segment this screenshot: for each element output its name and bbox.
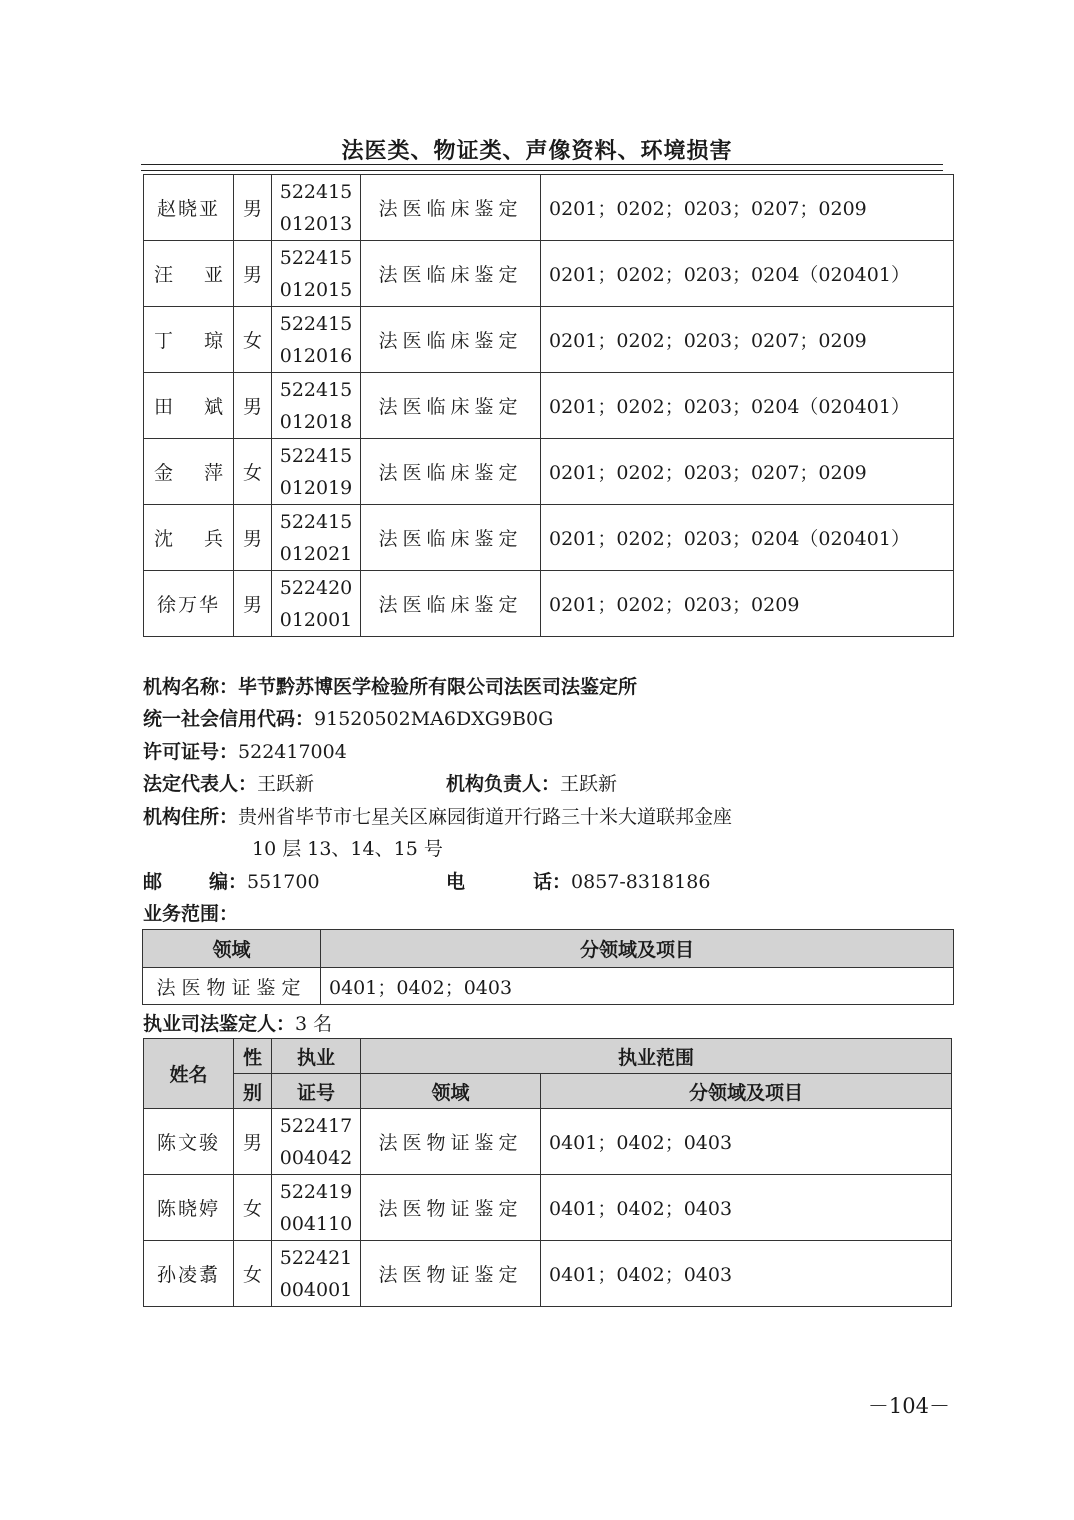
- cert-part-2: 012001: [279, 608, 353, 631]
- representative-line: [143, 768, 314, 800]
- table-row: [143, 968, 954, 1005]
- cert-number: [272, 241, 361, 307]
- practice-items: 0201；0202；0203；0204（020401）: [541, 373, 954, 439]
- cert-part-2: 012013: [279, 212, 353, 235]
- scope-heading: 业务范围：: [143, 903, 239, 925]
- practitioners-table: [143, 1038, 952, 1307]
- practice-field: 法医临床鉴定: [361, 505, 541, 571]
- practice-field: 法医物证鉴定: [361, 1175, 541, 1241]
- cert-part-2: 004042: [279, 1146, 353, 1169]
- cert-number: [272, 1109, 361, 1175]
- col-sex-1: 性: [234, 1039, 272, 1074]
- practice-field: 法医物证鉴定: [361, 1241, 541, 1307]
- person-name: 陈晓婷: [144, 1175, 234, 1241]
- person-name: 孙凌翥: [144, 1241, 234, 1307]
- col-items: 分领域及项目: [541, 1074, 952, 1109]
- head-line: [446, 768, 617, 800]
- table-row: [144, 505, 954, 571]
- cert-part-1: 522420: [279, 576, 353, 599]
- header-rule-thick: [141, 164, 943, 165]
- cert-part-1: 522415: [279, 180, 353, 203]
- practice-field: 法医临床鉴定: [361, 241, 541, 307]
- table-row: [144, 439, 954, 505]
- address-continuation: [252, 833, 443, 865]
- legal-rep: 王跃新: [257, 773, 315, 795]
- head-label: 机构负责人：: [446, 773, 561, 795]
- head-name: 王跃新: [560, 773, 618, 795]
- cert-part-1: 522415: [279, 510, 353, 533]
- table-row: [144, 307, 954, 373]
- phone-line: [533, 866, 710, 898]
- cert-part-2: 012021: [279, 542, 353, 565]
- header-rule-thin: [141, 170, 943, 171]
- table-row: [144, 241, 954, 307]
- col-cert-1: 执业: [272, 1039, 361, 1074]
- cert-number: [272, 307, 361, 373]
- address-line-2: 10 层 13、14、15 号: [252, 838, 443, 860]
- table-row: [144, 175, 954, 241]
- credit-code-label: 统一社会信用代码：: [143, 708, 315, 730]
- cert-number: [272, 175, 361, 241]
- person-sex: 女: [234, 1241, 272, 1307]
- practice-field: 法医临床鉴定: [361, 571, 541, 637]
- practitioner-count-line: [143, 1008, 332, 1040]
- license-label: 许可证号：: [143, 741, 239, 763]
- practice-items: 0401；0402；0403: [541, 1109, 952, 1175]
- col-name: 姓名: [144, 1039, 234, 1109]
- cert-part-1: 522417: [279, 1114, 353, 1137]
- appraisers-top-table: [143, 174, 954, 637]
- institution-name-line: [143, 671, 637, 703]
- cert-part-2: 012019: [279, 476, 353, 499]
- person-sex: 女: [234, 1175, 272, 1241]
- person-sex: 男: [234, 1109, 272, 1175]
- person-name: 陈文骏: [144, 1109, 234, 1175]
- cert-part-2: 012015: [279, 278, 353, 301]
- license-number: 522417004: [238, 741, 347, 763]
- person-sex: 男: [234, 505, 272, 571]
- cert-part-1: 522415: [279, 378, 353, 401]
- cert-part-1: 522415: [279, 444, 353, 467]
- cert-part-2: 004001: [279, 1278, 353, 1301]
- cert-number: [272, 1175, 361, 1241]
- cert-number: [272, 439, 361, 505]
- person-sex: 男: [234, 241, 272, 307]
- practice-items: 0201；0202；0203；0204（020401）: [541, 241, 954, 307]
- cert-part-2: 012018: [279, 410, 353, 433]
- credit-code-line: [143, 703, 553, 735]
- cert-number: [272, 571, 361, 637]
- cert-part-1: 522415: [279, 312, 353, 335]
- practice-items: 0201；0202；0203；0209: [541, 571, 954, 637]
- cert-part-1: 522421: [279, 1246, 353, 1269]
- cert-number: [272, 1241, 361, 1307]
- address-label: 机构住所：: [143, 806, 239, 828]
- phone-label-part1: 电: [446, 871, 466, 893]
- page-header-title: 法医类、物证类、声像资料、环境损害: [341, 139, 733, 164]
- postcode-label: 编：: [209, 871, 248, 893]
- practitioner-count: 3 名: [295, 1013, 333, 1035]
- practice-items: 0201；0202；0203；0207；0209: [541, 307, 954, 373]
- col-cert-2: 证号: [272, 1074, 361, 1109]
- license-line: [143, 736, 347, 768]
- scope-field: 法医物证鉴定: [143, 968, 321, 1005]
- person-name: 丁 琼: [144, 307, 234, 373]
- credit-code: 91520502MA6DXG9B0G: [314, 708, 554, 730]
- practice-field: 法医临床鉴定: [361, 439, 541, 505]
- practice-items: 0201；0202；0203；0204（020401）: [541, 505, 954, 571]
- col-field: 领域: [361, 1074, 541, 1109]
- cert-part-1: 522415: [279, 246, 353, 269]
- scope-items: 0401；0402；0403: [321, 968, 954, 1005]
- practice-field: 法医临床鉴定: [361, 175, 541, 241]
- cert-part-1: 522419: [279, 1180, 353, 1203]
- col-scope: 执业范围: [361, 1039, 952, 1074]
- page-number: －104－: [867, 1394, 950, 1418]
- postcode-label-part1: 邮: [143, 871, 163, 893]
- phone-label: 话：: [533, 871, 572, 893]
- table-row: [144, 373, 954, 439]
- practice-field: 法医临床鉴定: [361, 307, 541, 373]
- address-line: [143, 801, 732, 833]
- institution-name-label: 机构名称：: [143, 676, 239, 698]
- scope-col-items: 分领域及项目: [321, 930, 954, 968]
- postcode: 551700: [247, 871, 320, 893]
- person-name: 沈 兵: [144, 505, 234, 571]
- practice-items: 0201；0202；0203；0207；0209: [541, 439, 954, 505]
- cert-number: [272, 505, 361, 571]
- table-row: [144, 1175, 952, 1241]
- cert-number: [272, 373, 361, 439]
- person-sex: 男: [234, 175, 272, 241]
- person-sex: 男: [234, 571, 272, 637]
- cert-part-2: 004110: [279, 1212, 353, 1235]
- person-name: 汪 亚: [144, 241, 234, 307]
- practice-items: 0201；0202；0203；0207；0209: [541, 175, 954, 241]
- address-line-1: 贵州省毕节市七星关区麻园街道开行路三十米大道联邦金座: [238, 806, 733, 828]
- col-sex-2: 别: [234, 1074, 272, 1109]
- practice-items: 0401；0402；0403: [541, 1241, 952, 1307]
- practitioner-count-label: 执业司法鉴定人：: [143, 1013, 296, 1035]
- institution-name: 毕节黔苏博医学检验所有限公司法医司法鉴定所: [238, 676, 638, 698]
- postcode-line: [209, 866, 320, 898]
- practice-field: 法医物证鉴定: [361, 1109, 541, 1175]
- table-row: [144, 1241, 952, 1307]
- legal-rep-label: 法定代表人：: [143, 773, 258, 795]
- person-sex: 女: [234, 439, 272, 505]
- table-row: [144, 571, 954, 637]
- table-row: [144, 1109, 952, 1175]
- cert-part-2: 012016: [279, 344, 353, 367]
- practice-items: 0401；0402；0403: [541, 1175, 952, 1241]
- person-sex: 男: [234, 373, 272, 439]
- phone: 0857-8318186: [571, 871, 711, 893]
- person-name: 金 萍: [144, 439, 234, 505]
- person-sex: 女: [234, 307, 272, 373]
- business-scope-table: [142, 929, 954, 1005]
- person-name: 田 斌: [144, 373, 234, 439]
- person-name: 赵晓亚: [144, 175, 234, 241]
- scope-col-field: 领域: [143, 930, 321, 968]
- person-name: 徐万华: [144, 571, 234, 637]
- practice-field: 法医临床鉴定: [361, 373, 541, 439]
